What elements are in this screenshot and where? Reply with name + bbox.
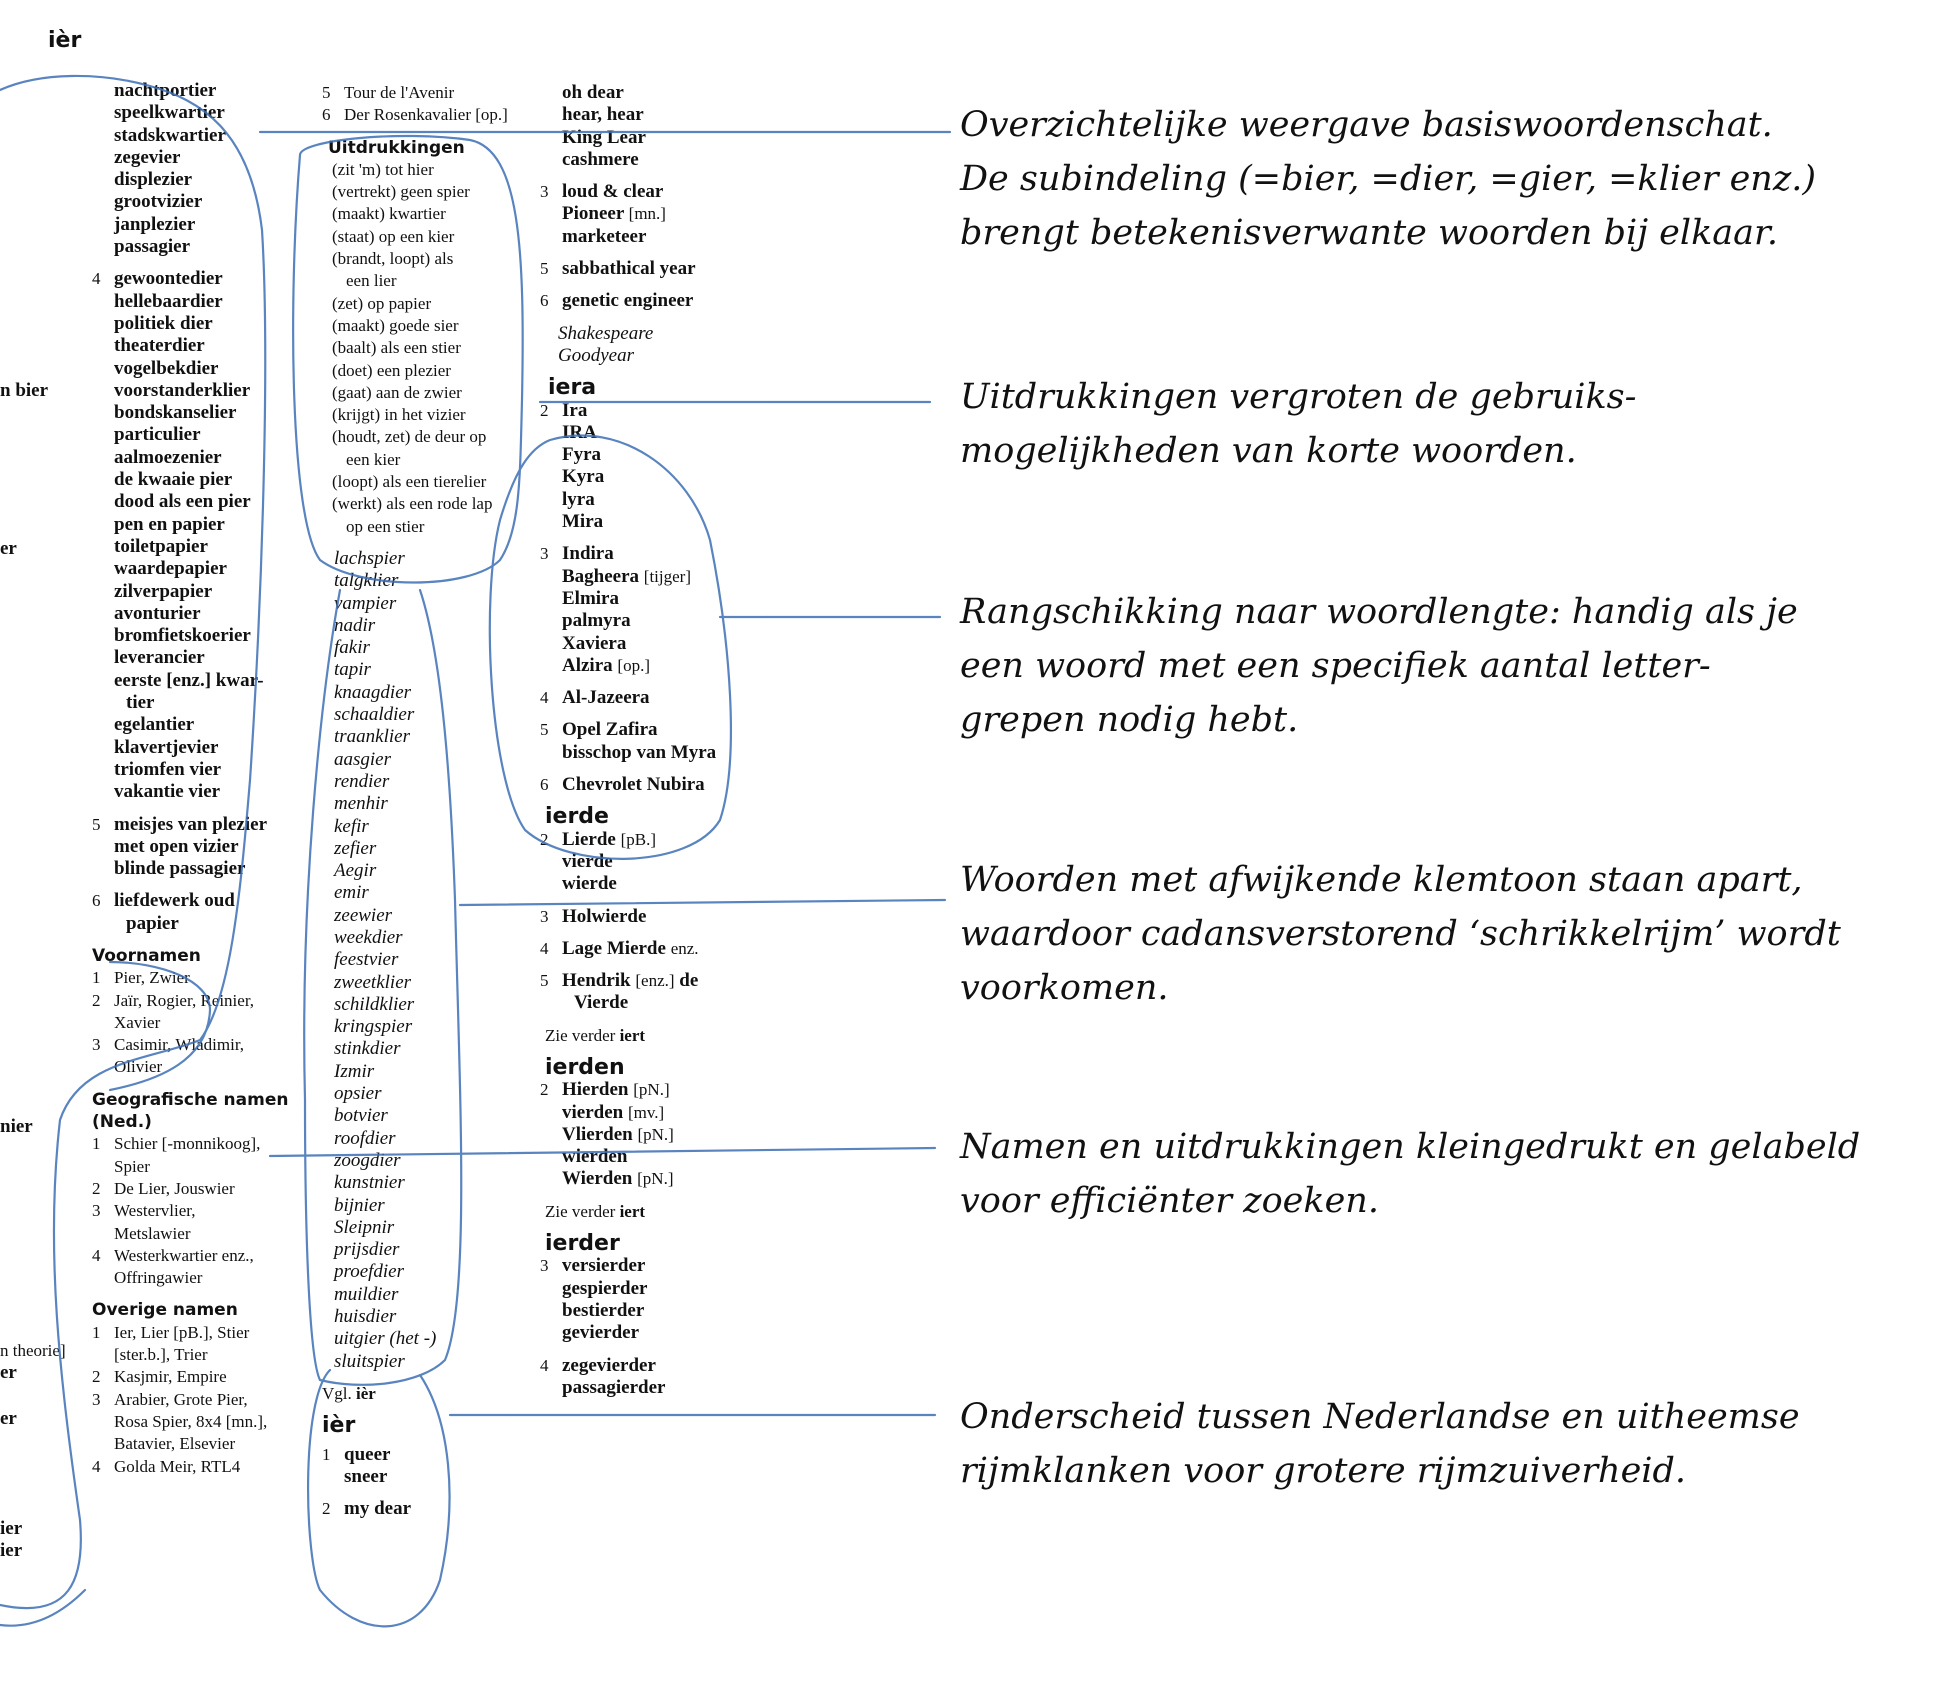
group-5: 5 meisjes van plezier met open vizier blinde passagier xyxy=(92,813,268,880)
page-head: ièr xyxy=(48,28,82,53)
left-fragment: ier xyxy=(0,1540,23,1561)
ierde-heading: ierde xyxy=(545,804,609,830)
left-fragment: n theorie] xyxy=(0,1341,66,1360)
ier-heading: ièr xyxy=(322,1413,356,1439)
group-6: 6 liefdewerk oud papier xyxy=(92,890,235,934)
overige-heading: Overige namen xyxy=(92,1300,238,1321)
group-4: 4 gewoontedier hellebaardier politiek dier theaterdier vogelbekdier voorstanderklier bondskanselier particulier aalmoezenier de kwaaie pier dood als een pier pen en papier toiletpapier waardepapier zilverpapier avonturier bromfietskoerier leverancier eerste [enz.] kwar- tier egelantier klavertjevier triomfen vier vakantie vier xyxy=(92,268,264,803)
voornamen-list: 1 Pier, Zwier 2 Jaïr, Rogier, Reinier, Xavier 3 Casimir, Wladimir, Olivier xyxy=(92,968,255,1077)
column-3: oh dear hear, hear King Lear cashmere 3 loud & clear Pioneer [mn.] marketeer 5 sabbathical year 6 genetic engineer Shakespeare Goodyear iera 2 Ira IRA Fyra Kyra lyra Mira 3 Indira Bagheera [tijger] Elmira palmyra Xaviera Alzira [op.] 4 Al-Jazeera 5 Opel Zafira bisschop van Myra 6 Chevrolet Nubira ierde 2 Lierde [pB.] vierde wierde 3 Holwierde 4 Lage Mierde enz. 5 Hendrik [enz.] de Vierde Zie verder iert ierden 2 Hierden [pN.] vierden [mv.] Vlierden [pN.] wierden Wierden [pN.] Zie verder iert ierder 3 versierder gespierder bestierder gevierder 4 zegevierder passagierder xyxy=(540,82,760,1399)
annotation-loop xyxy=(490,436,731,859)
left-fragment: er xyxy=(0,1408,17,1429)
column-2: 5 Tour de l'Avenir 6 Der Rosenkavalier [op.] Uitdrukkingen (zit 'm) tot hier (vertrekt) geen spier (maakt) kwartier (staat) op een kier (brandt, loopt) als een lier (zet) op papier (maakt) goede sier (baalt) als een stier (doet) een plezier (gaat) aan de zwier (krijgt) in het vizier (houdt, zet) de deur op een kier (loopt) als een tierelier (werkt) als een rode lap op een stier lachspier talgklier vampier nadir fakir tapir knaagdier schaaldier traanklier aasgier rendier menhir kefir zefier Aegir emir zeewier weekdier feestvier zweetklier schildklier kringspier stinkdier Izmir opsier botvier roofdier zoogdier kunstnier bijnier Sleipnir prijsdier proefdier muildier huisdier uitgier (het -) sluitspier Vgl. ièr ièr 1 queer sneer 2 my dear xyxy=(322,82,542,1520)
overige-list: 1 Ier, Lier [pB.], Stier [ster.b.], Trier 2 Kasjmir, Empire 3 Arabier, Grote Pier, Rosa Spier, 8x4 [mn.], Batavier, Elsevier 4 Golda Meir, RTL4 xyxy=(92,1322,268,1476)
ierden-heading: ierden xyxy=(545,1054,625,1080)
ier-list: 1 queer sneer 2 my dear xyxy=(322,1443,412,1520)
note-uitdrukkingen: Uitdrukkingen vergroten de gebruiks- mogelijkheden van korte woorden. xyxy=(960,377,1637,471)
column-1: nachtportier speelkwartier stadskwartier zegevier displezier grootvizier janplezier passagier 4 gewoontedier hellebaardier politiek dier theaterdier vogelbekdier voorstanderklier bondskanselier particulier aalmoezenier de kwaaie pier dood als een pier pen en papier toiletpapier waardepapier zilverpapier avonturier bromfietskoerier leverancier eerste [enz.] kwar- tier egelantier klavertjevier triomfen vier vakantie vier 5 meisjes van plezier met open vizier blinde passagier 6 liefdewerk oud papier Voornamen 1 Pier, Zwier 2 Jaïr, Rogier, Reinier, Xavier 3 Casimir, Wladimir, Olivier Geografische namen (Ned.) 1 Schier [-monnikoog], Spier 2 De Lier, Jouswier 3 Westervlier, Metslawier 4 Westerkwartier enz., Offringawier Overige namen 1 Ier, Lier [pB.], Stier [ster.b.], Trier 2 Kasjmir, Empire 3 Arabier, Grote Pier, Rosa Spier, 8x4 [mn.], Batavier, Elsevier 4 Golda Meir, RTL4 xyxy=(92,80,302,1478)
note-namen: Namen en uitdrukkingen kleingedrukt en gelabeld voor efficiënter zoeken. xyxy=(960,1127,1861,1221)
left-fragment: n bier xyxy=(0,380,49,401)
note-onderscheid: Onderscheid tussen Nederlandse en uitheemse rijmklanken voor grotere rijmzuiverheid. xyxy=(960,1397,1800,1491)
voornamen-heading: Voornamen xyxy=(92,945,201,966)
geo-heading: Geografische namen xyxy=(92,1089,289,1110)
iera-heading: iera xyxy=(548,375,597,401)
uitdrukkingen-list: (zit 'm) tot hier (vertrekt) geen spier (maakt) kwartier (staat) op een kier (brandt, loopt) als een lier (zet) op papier (maakt) goede sier (baalt) als een stier (doet) een plezier (gaat) aan de zwier (krijgt) in het vizier (houdt, zet) de deur op een kier (loopt) als een tierelier (werkt) als een rode lap op een stier xyxy=(332,159,493,536)
annotation-loop xyxy=(304,590,461,1385)
vgl-reference: Vgl. ièr xyxy=(322,1383,376,1403)
group-3: nachtportier speelkwartier stadskwartier zegevier displezier grootvizier janplezier passagier xyxy=(114,80,226,258)
note-basiswoordenschat: Overzichtelijke weergave basiswoordenschat. De subindeling (=bier, =dier, =gier, =klier enz.) brengt betekenisverwante woorden bij elkaar. xyxy=(960,105,1817,253)
left-fragment: nier xyxy=(0,1116,33,1137)
pointer-line xyxy=(270,1148,935,1156)
annotation-loop xyxy=(293,136,523,583)
left-fragment: er xyxy=(0,538,17,559)
italic-word-list: lachspier talgklier vampier nadir fakir tapir knaagdier schaaldier traanklier aasgier rendier menhir kefir zefier Aegir emir zeewier weekdier feestvier zweetklier schildklier kringspier stinkdier Izmir opsier botvier roofdier zoogdier kunstnier bijnier Sleipnir prijsdier proefdier muildier huisdier uitgier (het -) sluitspier xyxy=(334,547,437,1372)
ierder-heading: ierder xyxy=(545,1231,620,1257)
pointer-line xyxy=(460,900,945,905)
note-klemtoon: Woorden met afwijkende klemtoon staan apart, waardoor cadansverstorend ‘schrikkelrijm’ wordt voorkomen. xyxy=(960,860,1841,1008)
annotation-loop xyxy=(110,962,210,1090)
annotation-loop xyxy=(0,76,265,1608)
uitdrukkingen-heading: Uitdrukkingen xyxy=(328,137,465,158)
geo-list: 1 Schier [-monnikoog], Spier 2 De Lier, Jouswier 3 Westervlier, Metslawier 4 Westerkwartier enz., Offringawier xyxy=(92,1134,261,1288)
left-fragment: ier xyxy=(0,1518,23,1539)
note-rangschikking: Rangschikking naar woordlengte: handig als je een woord met een specifiek aantal letter- grepen nodig hebt. xyxy=(960,592,1798,740)
annotation-loop xyxy=(308,1370,449,1626)
left-fragment: er xyxy=(0,1362,17,1383)
col3-top: oh dear hear, hear King Lear cashmere xyxy=(562,82,646,170)
